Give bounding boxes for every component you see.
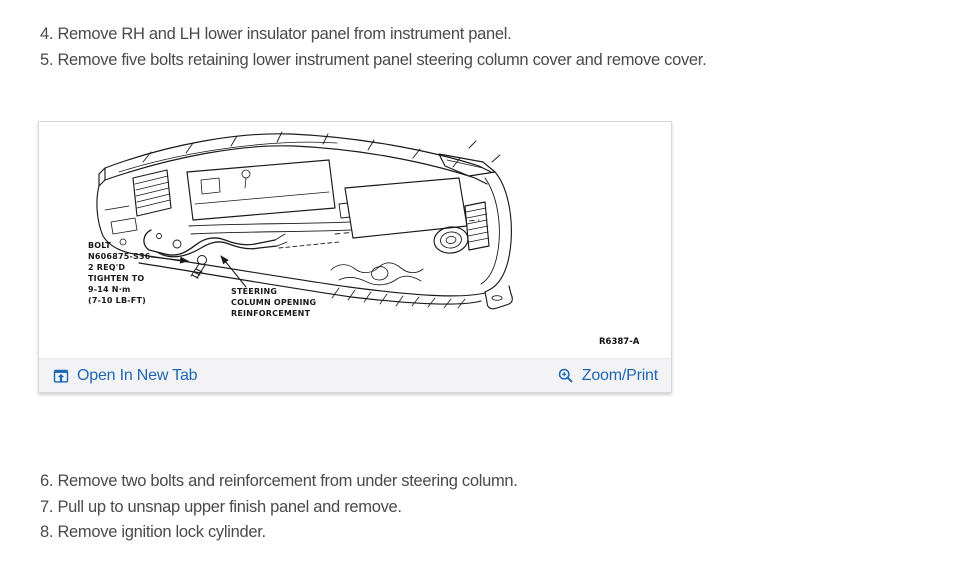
bolt-note-line: 9-14 N·m bbox=[88, 285, 131, 294]
figure-toolbar bbox=[39, 358, 671, 392]
step-7: 7. Pull up to unsnap upper finish panel and remove. bbox=[40, 497, 402, 516]
step-8: 8. Remove ignition lock cylinder. bbox=[40, 523, 266, 541]
magnifier-plus-icon bbox=[557, 367, 575, 385]
zoom-print-label: Zoom/Print bbox=[581, 366, 658, 384]
instructions-top bbox=[40, 22, 706, 73]
steering-callout bbox=[231, 287, 316, 318]
instructions-bottom bbox=[40, 469, 518, 546]
open-in-new-tab-label: Open In New Tab bbox=[77, 366, 198, 384]
figure-card bbox=[38, 121, 672, 393]
bolt-note-line: BOLT bbox=[88, 241, 111, 250]
figure-reference-code: R6387-A bbox=[599, 337, 640, 347]
steering-label-line: REINFORCEMENT bbox=[231, 309, 311, 318]
step-5: 5. Remove five bolts retaining lower instrument panel steering column cover and remove cover. bbox=[40, 50, 707, 69]
bolt-callout bbox=[88, 241, 151, 305]
zoom-print-link[interactable] bbox=[557, 367, 658, 385]
step-4: 4. Remove RH and LH lower insulator panel from instrument panel. bbox=[40, 25, 512, 43]
bolt-note-line: 2 REQ'D bbox=[88, 263, 126, 272]
steering-label-line: STEERING bbox=[231, 287, 278, 296]
instrument-panel-diagram bbox=[39, 122, 671, 358]
diagram-svg bbox=[39, 122, 671, 358]
bolt-note-line: N606875-S36 bbox=[88, 252, 151, 261]
steering-label-line: COLUMN OPENING bbox=[231, 298, 317, 307]
open-in-new-tab-icon bbox=[52, 367, 70, 385]
open-in-new-tab-link[interactable] bbox=[52, 367, 197, 385]
bolt-note-line: (7-10 LB-FT) bbox=[88, 296, 146, 305]
bolt-note-line: TIGHTEN TO bbox=[88, 274, 145, 283]
step-6: 6. Remove two bolts and reinforcement from under steering column. bbox=[40, 472, 518, 490]
